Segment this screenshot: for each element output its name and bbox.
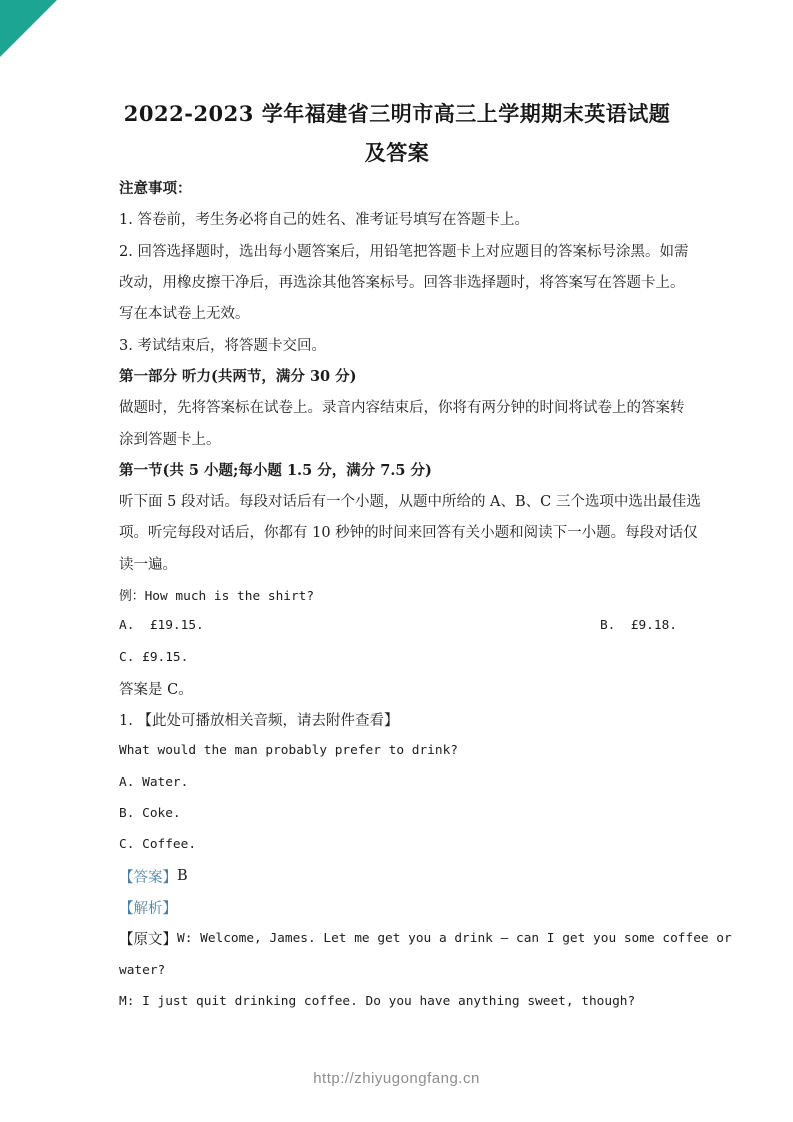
section1-instruction-line-3: 读一遍。 (119, 556, 177, 573)
transcript-w-line-2: water? (119, 962, 166, 978)
notice-item-3: 3. 考试结束后，将答题卡交回。 (119, 337, 326, 354)
part1-heading: 第一部分 听力(共两节，满分 30 分) (119, 367, 357, 385)
notice-item-1: 1. 答卷前，考生务必将自己的姓名、准考证号填写在答题卡上。 (119, 212, 529, 229)
transcript-label: 【原文】 (119, 932, 177, 949)
section1-heading: 第一节(共 5 小题;每小题 1.5 分，满分 7.5 分) (119, 461, 432, 479)
footer-watermark-url: http://zhiyugongfang.cn (313, 1070, 480, 1087)
analysis-row (119, 892, 677, 923)
question1-option-a: A. Water. (119, 774, 189, 790)
notice-item-2-line-3: 写在本试卷上无效。 (119, 306, 250, 323)
transcript-w-line-1: W: Welcome, James. Let me get you a drink — can I get you some coffee or (177, 931, 732, 947)
example-option-a: A. £19.15. (119, 618, 204, 634)
answer-label: 【答案】 (119, 869, 177, 886)
example-answer-note: 答案是 C。 (119, 681, 193, 698)
analysis-label: 【解析】 (119, 900, 177, 917)
example-options-row (119, 610, 677, 641)
question1-option-b: B. Coke. (119, 806, 181, 822)
transcript-m-line: M: I just quit drinking coffee. Do you have anything sweet, though? (119, 993, 636, 1009)
example-option-c: C. £9.15. (119, 649, 189, 665)
corner-triangle-decoration (0, 0, 57, 57)
section1-instruction-line-2: 项。听完每段对话后，你都有 10 秒钟的时间来回答有关小题和阅读下一小题。每段对话仅 (119, 525, 698, 542)
answer-row (119, 861, 677, 892)
notice-item-2-line-1: 2. 回答选择题时，选出每小题答案后，用铅笔把答题卡上对应题目的答案标号涂黑。如需 (119, 243, 689, 260)
part1-note-line-1: 做题时，先将答案标在试卷上。录音内容结束后，你将有两分钟的时间将试卷上的答案转 (119, 400, 685, 417)
transcript-row-w-line-1 (119, 923, 732, 954)
document-body (119, 172, 732, 1017)
question1-text: What would the man probably prefer to drink? (119, 743, 458, 759)
part1-note-line-2: 涂到答题卡上。 (119, 431, 221, 448)
question1-option-c: C. Coffee. (119, 837, 197, 853)
notice-heading: 注意事项： (119, 180, 192, 198)
example-option-b: B. £9.18. (599, 618, 677, 634)
notice-item-2-line-2: 改动，用橡皮擦干净后，再选涂其他答案标号。回答非选择题时，将答案写在答题卡上。 (119, 275, 685, 292)
section1-instruction-line-1: 听下面 5 段对话。每段对话后有一个小题，从题中所给的 A、B、C 三个选项中选出最佳选 (119, 494, 701, 511)
example-question: 例：How much is the shirt? (119, 589, 315, 604)
answer-value: B (177, 868, 188, 885)
question1-audio-note: 1. 【此处可播放相关音频，请去附件查看】 (119, 713, 399, 730)
page-title: 2022-2023 学年福建省三明市高三上学期期末英语试题及答案 (123, 101, 671, 165)
